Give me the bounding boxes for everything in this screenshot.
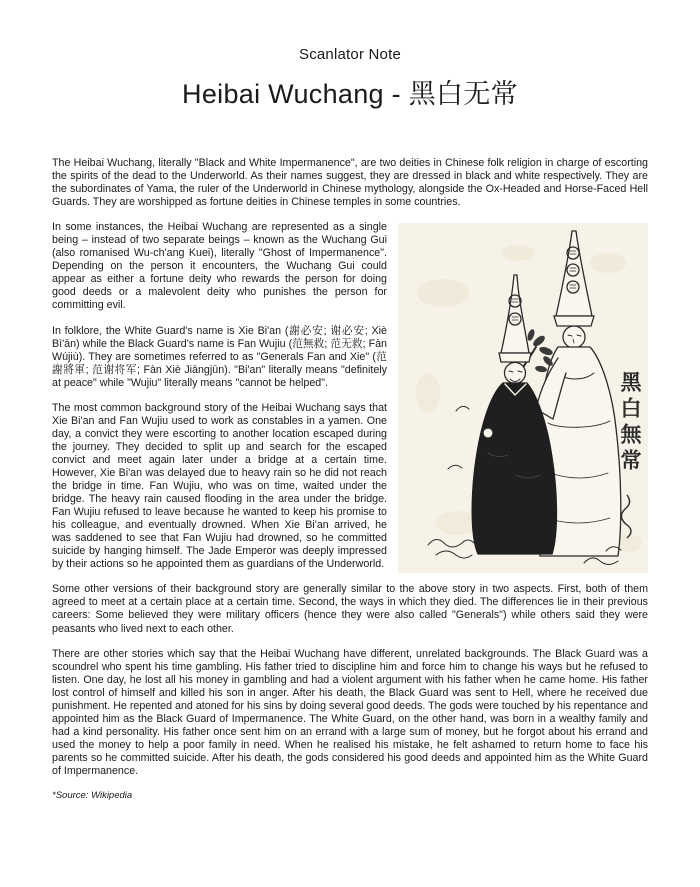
paragraph-unrelated-backgrounds: There are other stories which say that the Heibai Wuchang have different, unrelated backgrounds. The Black Guard was a scoundrel who spent his time gambling. His father tried to discipline him and force him to change his ways but he refused to listen. One day, he lost all his money in gambling and had a violent argument with his father when he came home. His father lost control of himself and killed his son in anger. After his death, the Black Guard was sent to Hell, where he received due punishment. He repented and atoned for his sins by doing several good deeds. The gods were touched by his repentance and appointed him as the Black Guard of Impermanence. The White Guard, on the other hand, was born in a wealthy family and had a kind personality. His father once sent him on an errand with a large sum of money, but he forgot about his errand and used the money to help a poor family in need. When he realised his mistake, he felt ashamed to return home to face his parents so he committed suicide. After his death, the gods considered his good deeds and appointed him as the White Guard of Impermanence. <box>52 647 648 777</box>
source-note: *Source: Wikipedia <box>52 790 133 802</box>
note-label: Scanlator Note <box>298 46 402 63</box>
article-body <box>52 157 648 778</box>
heibai-wuchang-illustration <box>398 223 648 573</box>
left-text-column <box>52 221 387 583</box>
paragraph-intro: The Heibai Wuchang, literally "Black and White Impermanence", are two deities in Chinese folk religion in charge of escorting the spirits of the dead to the Underworld. As their names suggest, they are dressed in black and white respectively. They are the subordinates of Yama, the ruler of the Underworld in Chinese mythology, alongside the Ox-Headed and Horse-Faced Hell Guards. They are worshipped as fortune deities in Chinese temples in some countries. <box>52 157 648 209</box>
calligraphy-text: 黑白無常 <box>618 371 641 476</box>
heibai-wuchang-drawing <box>398 223 648 573</box>
text-and-illustration-row <box>52 221 648 583</box>
paragraph-other-versions: Some other versions of their background story are generally similar to the above story in two aspects. First, both of them agreed to meet at a certain place at a certain time. Second, the ways in which they died. The differences lie in their previous careers: Some believed they were military officers (hence they were also called "Generals") while others said they were peasants who lived next to each other. <box>52 583 648 635</box>
paragraph-background-story: The most common background story of the Heibai Wuchang says that Xie Bi'an and Fan Wujiu used to work as constables in a yamen. One day, a convict they were escorting to another location escaped during the journey. They decided to split up and search for the escaped convict and meet again later under a bridge at a certain time. However, Xie Bi'an was delayed due to heavy rain so he did not reach the bridge in time. Fan Wujiu, who was on time, waited under the bridge. The heavy rain caused flooding in the area under the bridge. Fan Wujiu refused to leave because he wanted to keep his promise to his colleague, and eventually drowned. When Xie Bi'an arrived, he was saddened to see that Fan Wujiu had drowned, so he committed suicide by hanging himself. The Jade Emperor was deeply impressed by their actions so he appointed them as guardians of the Underworld. <box>52 401 387 571</box>
page-title: Heibai Wuchang - 黑白无常 <box>182 79 518 109</box>
paragraph-folklore-names: In folklore, the White Guard's name is Xie Bi'an (謝必安; 谢必安; Xiè Bì'ān) while the Black Guard's name is Fan Wujiu (范無救; 范无救; Fàn Wújiù). They are sometimes referred to as "Generals Fan and Xie" (范謝將軍; 范谢将军; Fàn Xiè Jiāngjūn). "Bi'an" literally means "definitely at peace" while "Wujiu" literally means "cannot be helped". <box>52 324 387 389</box>
paragraph-wuchang-gui: In some instances, the Heibai Wuchang are represented as a single being – instead of two separate beings – known as the Wuchang Gui (also romanised Wu-ch'ang Kuei), literally "Ghost of Impermanence". Depending on the person it encounters, the Wuchang Gui could appear as either a fortune deity who rewards the person for doing good deeds or a malevolent deity who punishes the person for committing evil. <box>52 221 387 312</box>
